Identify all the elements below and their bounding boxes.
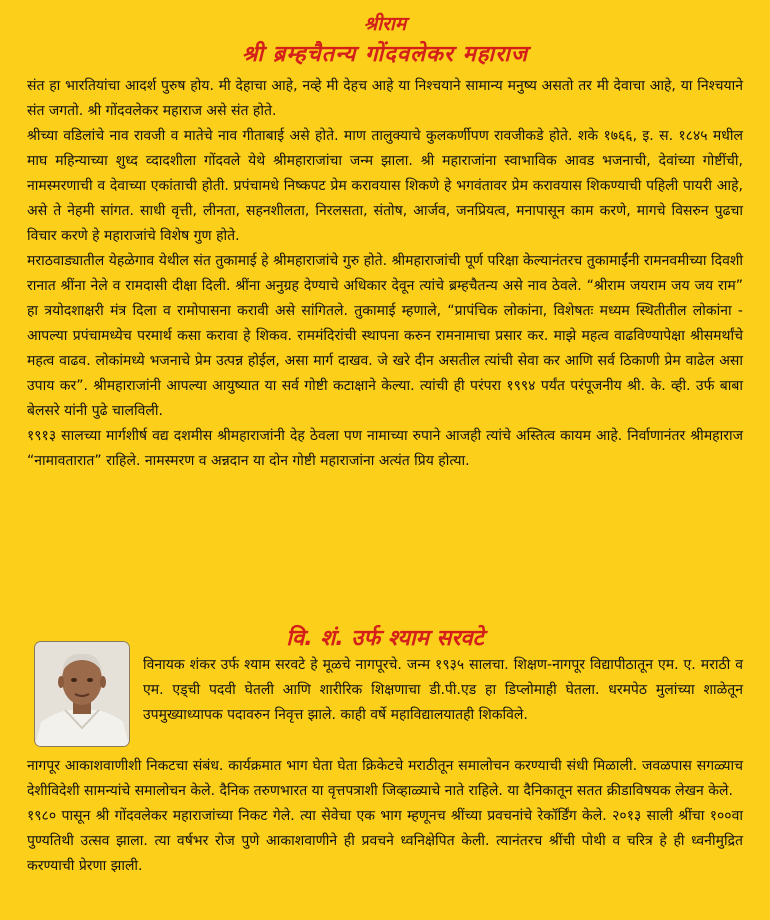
paragraph: १९१३ सालच्या मार्गशीर्ष वद्य दशमीस श्रीमहाराजांनी देह ठेवला पण नामाच्या रुपाने आजही त्यांचे अस्तित्व कायम आहे. निर्वाणानंतर श्रीमहाराज “नामावतारात” राहिले. नामस्मरण व अन्नदान या दोन गोष्टी महाराजांना अत्यंत प्रिय होत्या.: [27, 428, 743, 469]
author-section-title: वि. शं. उर्फ श्याम सरवटे: [286, 626, 484, 651]
header-main-title: श्री ब्रम्हचैतन्य गोंदवलेकर महाराज: [241, 42, 529, 67]
paragraph: नागपूर आकाशवाणीशी निकटचा संबंध. कार्यक्रमात भाग घेता घेता क्रिकेटचे मराठीतून समालोचन करण्याची संधी मिळाली. जवळपास सगळ्याच देशीविदेशी सामन्यांचे समालोचन केले. दैनिक तरुणभारत या वृत्तपत्राशी जिव्हाळ्याचे नाते राहिले. या दैनिकातून सतत क्रीडाविषयक लेखन केले.: [27, 758, 743, 799]
header-top-title: श्रीराम: [363, 13, 407, 35]
author-intro: [143, 653, 743, 728]
portrait-image: [35, 642, 129, 746]
author-biography: [27, 754, 743, 879]
paragraph: संत हा भारतियांचा आदर्श पुरुष होय. मी देहाचा आहे, नव्हे मी देहच आहे या निश्चयाने सामान्य मनुष्य असतो तर मी देवाचा आहे, या निश्चयाने संत जगतो. श्री गोंदवलेकर महाराज असे संत होते.: [27, 78, 743, 119]
paragraph: मराठवाड्यातील येहळेगाव येथील संत तुकामाई हे श्रीमहाराजांचे गुरु होते. श्रीमहाराजांची पूर्ण परिक्षा केल्यानंतरच तुकामाईंनी रामनवमीच्या दिवशी रानात श्रींना नेले व रामदासी दीक्षा दिली. श्रींना अनुग्रह देण्याचे अधिकार देवून त्यांचे ब्रम्हचैतन्य असे नाव ठेवले. “श्रीराम जयराम जय जय राम” हा त्रयोदशाक्षरी मंत्र दिला व रामोपासना करावी असे सांगितले. तुकामाई म्हणाले, “प्रापंचिक लोकांना, विशेषतः मध्यम स्थितीतील लोकांना - आपल्या प्रपंचामध्येच परमार्थ कसा करावा हे शिकव. राममंदिरांची स्थापना करुन रामनामाचा प्रसार कर. माझे महत्व वाढविण्यापेक्षा श्रीसमर्थांचे महत्व वाढव. लोकांमध्ये भजनाचे प्रेम उत्पन्न होईल, असा मार्ग दाखव. जे खरे दीन असतील त्यांची सेवा कर आणि सर्व ठिकाणी प्रेम वाढेल असा उपाय कर”. श्रीमहाराजांनी आपल्या आयुष्यात या सर्व गोष्टी कटाक्षाने केल्या. त्यांची ही परंपरा १९९४ पर्यंत परंपूजनीय श्री. के. व्ही. उर्फ बाबा बेलसरे यांनी पुढे चालविली.: [27, 253, 743, 419]
maharaj-biography: [27, 74, 743, 474]
paragraph: विनायक शंकर उर्फ श्याम सरवटे हे मूळचे नागपूरचे. जन्म १९३५ सालचा. शिक्षण-नागपूर विद्यापीठातून एम. ए. मराठी व एम. एड्ची पदवी घेतली आणि शारीरिक शिक्षणाचा डी.पी.एड हा डिप्लोमाही घेतला. धरमपेठ मुलांच्या शाळेतून उपमुख्याध्यापक पदावरुन निवृत्त झाले. काही वर्षे महाविद्यालयातही शिकविले.: [143, 657, 743, 723]
paragraph: श्रीच्या वडिलांचे नाव रावजी व मातेचे नाव गीताबाई असे होते. माण तालुक्याचे कुलकर्णीपण रावजीकडे होते. शके १७६६, इ. स. १८४५ मधील माघ महिन्याच्या शुध्द व्दादशीला गोंदवले येथे श्रीमहाराजांचा जन्म झाला. श्री महाराजांना स्वाभाविक आवड भजनाची, देवांच्या गोष्टींची, नामस्मरणाची व देवाच्या एकांताची होती. प्रपंचामधे निष्कपट प्रेम करावयास शिकणे हे भगवंतावर प्रेम करावयास शिकण्याची पहिली पायरी आहे, असे ते नेहमी सांगत. साधी वृत्ती, लीनता, सहनशीलता, निरलसता, संतोष, आर्जव, जनप्रियत्व, मनापासून काम करणे, मागचे विसरुन पुढचा विचार करणे हे महाराजांचे विशेष गुण होते.: [27, 128, 743, 244]
author-photo: [34, 641, 130, 747]
paragraph: १९८० पासून श्री गोंदवलेकर महाराजांच्या निकट गेले. त्या सेवेचा एक भाग म्हणूनच श्रींच्या प्रवचनांचे रेकॉर्डिंग केले. २०१३ साली श्रींचा १००वा पुण्यतिथी उत्सव झाला. त्या वर्षभर रोज पुणे आकाशवाणीने ही प्रवचने ध्वनिक्षेपित केली. त्यानंतरच श्रींची पोथी व चरित्र हे ही ध्वनीमुद्रित करण्याची प्रेरणा झाली.: [27, 808, 743, 874]
